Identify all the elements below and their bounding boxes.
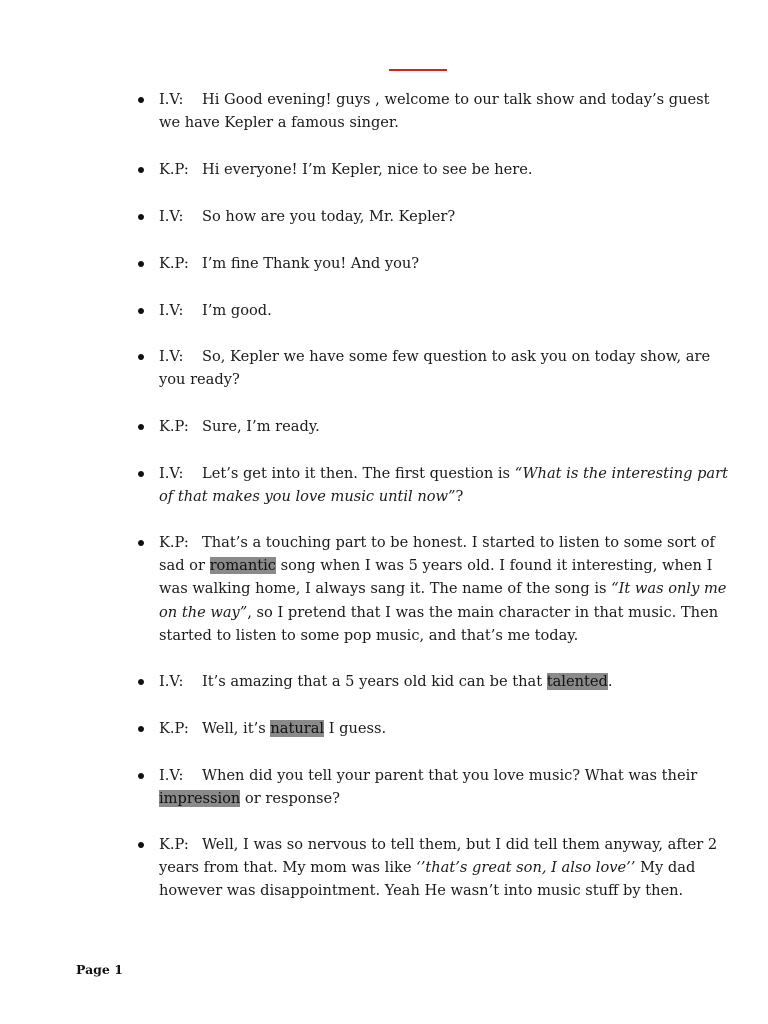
- dialogue-text: started to listen to some pop music, and that’s me today.: [159, 626, 579, 644]
- entry-line: [159, 299, 699, 322]
- highlighted-word: natural: [270, 720, 325, 737]
- entry-line: [159, 462, 728, 485]
- entry-line: [159, 601, 719, 624]
- speaker-label: K.P:: [159, 161, 189, 178]
- speaker-label: I.V:: [159, 465, 184, 482]
- quoted-text: ‘’that’s great son, I also love’’: [416, 859, 636, 877]
- entry-line: [159, 111, 699, 134]
- dialogue-text: we have Kepler a famous singer.: [159, 114, 399, 132]
- quoted-text: of that makes you love music until now”: [159, 488, 456, 506]
- transcript-entry: [159, 833, 718, 903]
- dialogue-text: I’m good.: [202, 302, 272, 319]
- entry-line: [159, 670, 699, 693]
- quoted-text: on the way”: [159, 603, 248, 621]
- speaker-label: K.P:: [159, 255, 189, 272]
- transcript-entry: [159, 764, 699, 810]
- transcript-entry: [159, 717, 699, 740]
- transcript-entry: [159, 88, 710, 134]
- entry-line: [159, 88, 710, 111]
- dialogue-text: So, Kepler we have some few question to ask you on today show, are: [202, 348, 711, 365]
- dialogue-text: .: [607, 673, 613, 690]
- dialogue-text: I guess.: [324, 720, 387, 737]
- entry-line: [159, 158, 699, 181]
- dialogue-text: Well, I was so nervous to tell them, but I did tell them anyway, after 2: [202, 836, 718, 853]
- speaker-label: I.V:: [159, 767, 184, 784]
- speaker-label: I.V:: [159, 91, 184, 108]
- dialogue-text: was walking home, I always sang it. The name of the song is: [159, 580, 612, 598]
- speaker-label: I.V:: [159, 302, 184, 319]
- entry-line: [159, 345, 711, 368]
- entry-line: [159, 554, 713, 577]
- quoted-text: “It was only me: [611, 580, 727, 598]
- highlighted-word: impression: [159, 790, 241, 808]
- dialogue-text: Let’s get into it then. The first question is: [202, 465, 515, 482]
- entry-line: [159, 368, 699, 391]
- dialogue-text: , so I pretend that I was the main character in that music. Then: [247, 603, 719, 621]
- dialogue-text: When did you tell your parent that you love music? What was their: [202, 767, 698, 784]
- transcript-entry: [159, 205, 699, 228]
- transcript-entry: [159, 299, 699, 322]
- transcript-entry: [159, 531, 727, 647]
- speaker-label: K.P:: [159, 836, 189, 853]
- transcript-entry: [159, 345, 711, 391]
- speaker-label: I.V:: [159, 673, 184, 690]
- transcript-entry: [159, 670, 699, 693]
- dialogue-text: I’m fine Thank you! And you?: [202, 255, 420, 272]
- dialogue-text: My dad: [635, 859, 696, 877]
- dialogue-text: sad or: [159, 557, 210, 575]
- highlighted-word: romantic: [209, 557, 276, 575]
- speaker-label: K.P:: [159, 418, 189, 435]
- highlighted-word: talented: [546, 673, 608, 690]
- dialogue-text: That’s a touching part to be honest. I started to listen to some sort of: [202, 534, 715, 551]
- transcript-entry: [159, 252, 699, 275]
- dialogue-text: Hi Good evening! guys , welcome to our talk show and today’s guest: [202, 91, 710, 108]
- quoted-text: “What is the interesting part: [514, 465, 728, 482]
- entry-line: [159, 415, 699, 438]
- transcript-entry: [159, 415, 699, 438]
- entry-line: [159, 764, 699, 787]
- dialogue-text: It’s amazing that a 5 years old kid can be that: [202, 673, 547, 690]
- dialogue-text: song when I was 5 years old. I found it interesting, when I: [275, 557, 713, 575]
- entry-line: [159, 577, 727, 600]
- dialogue-text: years from that. My mom was like: [159, 859, 417, 877]
- entry-line: [159, 485, 699, 508]
- entry-line: [159, 205, 699, 228]
- page-number: Page 1: [76, 962, 123, 977]
- entry-line: [159, 624, 699, 647]
- entry-line: [159, 787, 699, 810]
- entry-line: [159, 833, 718, 856]
- dialogue-text: So how are you today, Mr. Kepler?: [202, 208, 456, 225]
- entry-line: [159, 531, 715, 554]
- entry-line: [159, 879, 699, 902]
- speaker-label: I.V:: [159, 208, 184, 225]
- speaker-label: I.V:: [159, 348, 184, 365]
- dialogue-text: Well, it’s: [202, 720, 271, 737]
- entry-line: [159, 856, 699, 879]
- dialogue-text: you ready?: [159, 371, 240, 389]
- speaker-label: K.P:: [159, 534, 189, 551]
- dialogue-text: however was disappointment. Yeah He wasn’t into music stuff by then.: [159, 882, 684, 900]
- speaker-label: K.P:: [159, 720, 189, 737]
- entry-line: [159, 717, 699, 740]
- dialogue-text: or response?: [240, 790, 340, 808]
- dialogue-text: Hi everyone! I’m Kepler, nice to see be here.: [202, 161, 533, 178]
- header-rule: [389, 69, 447, 71]
- entry-line: [159, 252, 699, 275]
- transcript-entry: [159, 462, 728, 508]
- dialogue-text: ?: [455, 488, 464, 506]
- transcript-entry: [159, 158, 699, 181]
- dialogue-text: Sure, I’m ready.: [202, 418, 320, 435]
